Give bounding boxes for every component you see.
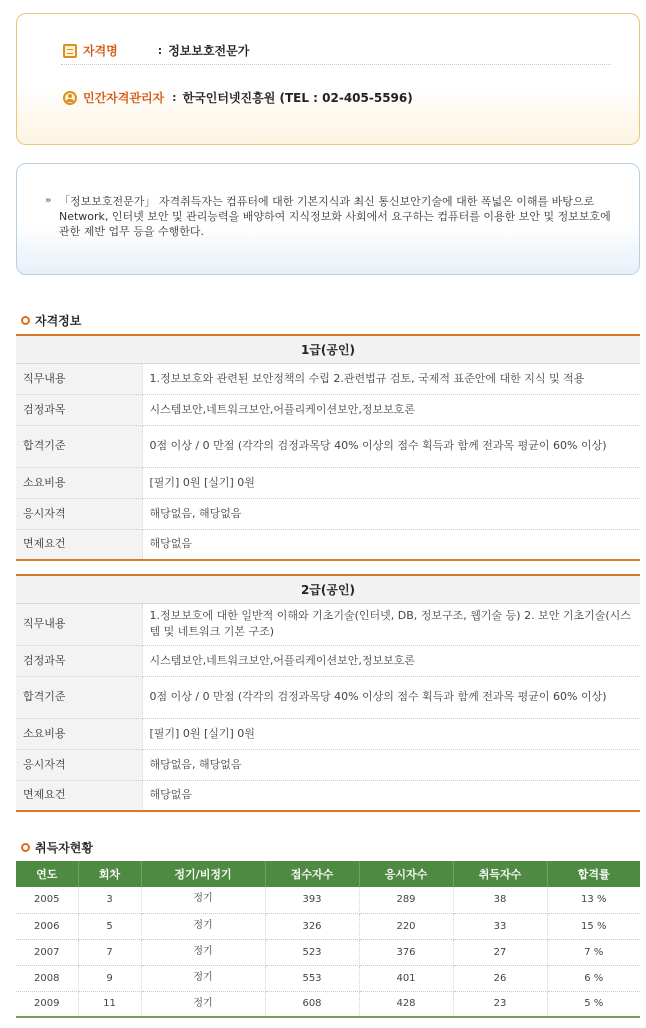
stats-header-row (16, 861, 640, 887)
qualification-name-label: 자격명 (83, 44, 118, 58)
column-header: 연도 (16, 861, 78, 887)
manager-label: 민간자격관리자 (83, 91, 165, 105)
type-cell: 정기 (141, 965, 265, 991)
manager-value: 한국인터넷진흥원 (TEL : 02-405-5596) (182, 91, 413, 105)
row-label: 면제요건 (16, 780, 142, 811)
qualification-section-label: 자격정보 (35, 314, 82, 328)
applicants-cell: 608 (265, 991, 359, 1017)
year-cell: 2009 (16, 991, 78, 1017)
type-cell: 정기 (141, 991, 265, 1017)
round-cell: 3 (78, 887, 141, 913)
examinees-cell: 289 (359, 887, 453, 913)
qualification-info-box (16, 13, 640, 145)
table-row (16, 939, 640, 965)
row-label: 합격기준 (16, 676, 142, 718)
table-row (16, 363, 640, 394)
row-label: 응시자격 (16, 749, 142, 780)
description-text: 「정보보호전문가」 자격취득자는 컴퓨터에 대한 기본지식과 최신 통신보안기술에 대한 폭넓은 이해를 바탕으로 Network, 인터넷 보안 및 관리능력을 배양하여 지식정보화 사회에서 요구하는 컴퓨터를 이용한 보안 및 정보보호에 관한 제반 업무 등을 수행한다. (59, 195, 611, 238)
stats-table (16, 861, 640, 1018)
row-label: 면제요건 (16, 529, 142, 560)
column-header: 합격률 (547, 861, 640, 887)
column-header: 회차 (78, 861, 141, 887)
examinees-cell: 401 (359, 965, 453, 991)
table-row (16, 645, 640, 676)
type-cell: 정기 (141, 913, 265, 939)
table-row (16, 913, 640, 939)
row-label: 검정과목 (16, 645, 142, 676)
examinees-cell: 376 (359, 939, 453, 965)
qualification-name-row (63, 42, 249, 59)
applicants-cell: 326 (265, 913, 359, 939)
round-cell: 11 (78, 991, 141, 1017)
passers-cell: 26 (453, 965, 547, 991)
table-row (16, 991, 640, 1017)
qualification-name-value: 정보보호전문가 (168, 44, 250, 58)
passers-cell: 33 (453, 913, 547, 939)
column-header: 정기/비정기 (141, 861, 265, 887)
examinees-cell: 428 (359, 991, 453, 1017)
table-row (16, 780, 640, 811)
row-label: 검정과목 (16, 394, 142, 425)
year-cell: 2005 (16, 887, 78, 913)
row-value: [필기] 0원 [실기] 0원 (142, 718, 640, 749)
pass-rate-cell: 5 % (547, 991, 640, 1017)
table-row (16, 887, 640, 913)
bullet-circle-icon (21, 843, 30, 852)
table-row (16, 467, 640, 498)
round-cell: 7 (78, 939, 141, 965)
row-label: 응시자격 (16, 498, 142, 529)
colon: : (172, 91, 177, 104)
row-value: 0점 이상 / 0 만점 (각각의 검정과목당 40% 이상의 점수 획득과 함께 전과목 평균이 60% 이상) (142, 425, 640, 467)
double-chevron-icon: » (45, 195, 52, 206)
year-cell: 2006 (16, 913, 78, 939)
row-label: 직무내용 (16, 363, 142, 394)
applicants-cell: 393 (265, 887, 359, 913)
description-box (16, 163, 640, 275)
passers-cell: 38 (453, 887, 547, 913)
pass-rate-cell: 7 % (547, 939, 640, 965)
column-header: 응시자수 (359, 861, 453, 887)
type-cell: 정기 (141, 887, 265, 913)
column-header: 취득자수 (453, 861, 547, 887)
year-cell: 2007 (16, 939, 78, 965)
row-value: 0점 이상 / 0 만점 (각각의 검정과목당 40% 이상의 점수 획득과 함께 전과목 평균이 60% 이상) (142, 676, 640, 718)
person-icon (63, 91, 77, 105)
table-row (16, 718, 640, 749)
row-value: 해당없음, 해당없음 (142, 498, 640, 529)
applicants-cell: 553 (265, 965, 359, 991)
pass-rate-cell: 6 % (547, 965, 640, 991)
stats-section-label: 취득자현황 (35, 841, 93, 855)
qualification-section-title (21, 312, 81, 329)
round-cell: 9 (78, 965, 141, 991)
row-value: 해당없음 (149, 537, 193, 551)
table-row (16, 749, 640, 780)
table-row (16, 603, 640, 645)
row-value: 해당없음 (149, 788, 193, 802)
pass-rate-cell: 13 % (547, 887, 640, 913)
row-value: 해당없음, 해당없음 (142, 749, 640, 780)
row-value: 시스템보안,네트워크보안,어플리케이션보안,정보보호론 (142, 394, 640, 425)
grade-1-table (16, 334, 640, 561)
year-cell: 2008 (16, 965, 78, 991)
document-icon (63, 44, 77, 58)
table-row (16, 394, 640, 425)
grade-2-table (16, 574, 640, 812)
table-row (16, 529, 640, 560)
row-label: 소요비용 (16, 467, 142, 498)
passers-cell: 23 (453, 991, 547, 1017)
row-label: 직무내용 (16, 603, 142, 645)
examinees-cell: 220 (359, 913, 453, 939)
row-label: 합격기준 (16, 425, 142, 467)
table-row (16, 425, 640, 467)
row-label: 소요비용 (16, 718, 142, 749)
applicants-cell: 523 (265, 939, 359, 965)
column-header: 접수자수 (265, 861, 359, 887)
row-value: 1.정보보호에 대한 일반적 이해와 기초기술(인터넷, DB, 정보구조, 웹기술 등) 2. 보안 기초기술(시스템 및 네트워크 기본 구조) (142, 603, 640, 645)
stats-section-title (21, 839, 93, 856)
divider (61, 64, 611, 65)
table-row (16, 965, 640, 991)
grade-1-header: 1급(공인) (16, 335, 640, 363)
table-row (16, 676, 640, 718)
colon: : (157, 44, 163, 57)
row-value: 1.정보보호와 관련된 보안정책의 수립 2.관련법규 검토, 국제적 표준안에 대한 지식 및 적용 (142, 363, 640, 394)
pass-rate-cell: 15 % (547, 913, 640, 939)
type-cell: 정기 (141, 939, 265, 965)
row-value: [필기] 0원 [실기] 0원 (142, 467, 640, 498)
round-cell: 5 (78, 913, 141, 939)
table-row (16, 498, 640, 529)
passers-cell: 27 (453, 939, 547, 965)
manager-row (63, 89, 413, 106)
row-value: 시스템보안,네트워크보안,어플리케이션보안,정보보호론 (142, 645, 640, 676)
bullet-circle-icon (21, 316, 30, 325)
grade-2-header: 2급(공인) (16, 575, 640, 603)
